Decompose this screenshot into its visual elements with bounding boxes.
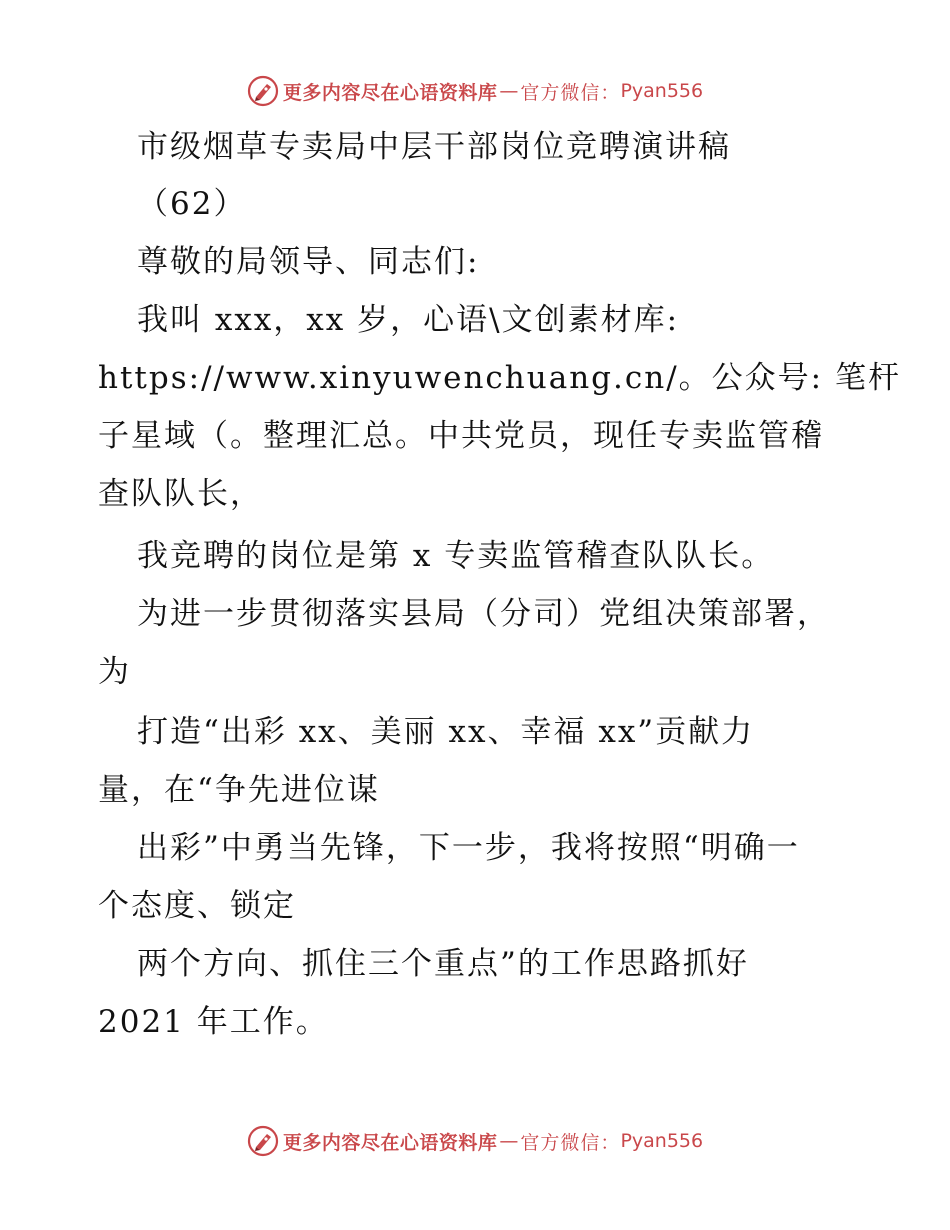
- paragraph-line: 查队队长，: [98, 476, 263, 512]
- paragraph-line: 子星域（。整理汇总。中共党员，现任专卖监管稽: [98, 418, 824, 454]
- paragraph-line: 个态度、锁定: [98, 888, 296, 924]
- watermark-wechat-label: 官方微信：: [520, 81, 621, 104]
- document-number: （62）: [137, 186, 247, 222]
- salutation: 尊敬的局领导、同志们:: [137, 244, 480, 280]
- pen-nib-logo-icon: [247, 1125, 279, 1157]
- watermark-wechat-label: 官方微信：: [520, 1131, 621, 1154]
- watermark-dash: —: [499, 1130, 519, 1152]
- pen-nib-logo-icon: [247, 75, 279, 107]
- footer-watermark: [0, 1121, 950, 1161]
- paragraph-line: 打造“出彩 xx、美丽 xx、幸福 xx”贡献力: [137, 714, 755, 750]
- paragraph-line: 量，在“争先进位谋: [98, 772, 380, 808]
- paragraph-line: https://www.xinyuwenchuang.cn/。公众号: 笔杆: [98, 360, 901, 396]
- watermark-site-text: 更多内容尽在心语资料库: [282, 1131, 498, 1154]
- paragraph-line: 我竞聘的岗位是第 x 专卖监管稽查队队长。: [137, 538, 775, 574]
- document-title: 市级烟草专卖局中层干部岗位竞聘演讲稿: [137, 129, 731, 165]
- watermark-site-text: 更多内容尽在心语资料库: [282, 81, 498, 104]
- paragraph-line: 出彩”中勇当先锋，下一步，我将按照“明确一: [137, 830, 800, 866]
- paragraph-line: 我叫 xxx，xx 岁，心语\文创素材库:: [137, 302, 680, 338]
- paragraph-line: 为: [98, 654, 131, 690]
- watermark-wechat-id: Pyan556: [620, 80, 704, 102]
- header-watermark: [0, 71, 950, 111]
- paragraph-line: 2021 年工作。: [98, 1004, 329, 1040]
- watermark-wechat-id: Pyan556: [620, 1130, 704, 1152]
- watermark-dash: —: [499, 80, 519, 102]
- paragraph-line: 为进一步贯彻落实县局（分司）党组决策部署，: [137, 596, 830, 632]
- paragraph-line: 两个方向、抓住三个重点”的工作思路抓好: [137, 946, 749, 982]
